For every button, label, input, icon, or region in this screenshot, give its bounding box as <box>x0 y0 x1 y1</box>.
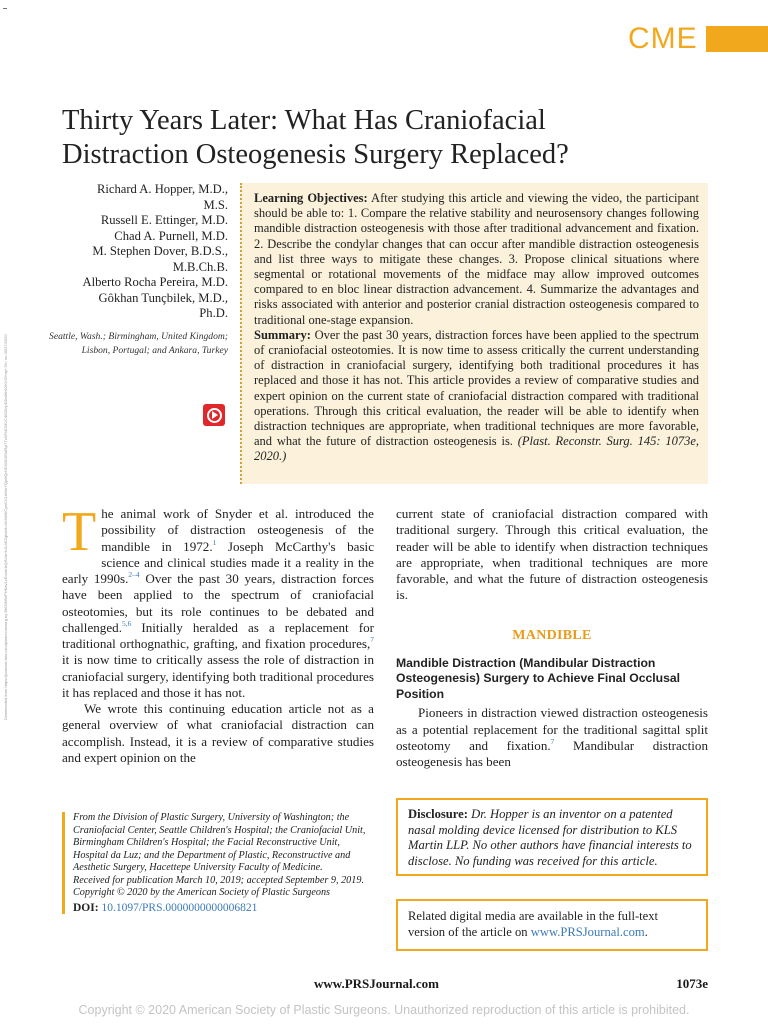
author-line: Russell E. Ettinger, M.D. <box>100 213 228 227</box>
disclosure-box <box>396 798 708 876</box>
summary-text: Over the past 30 years, distraction forces have been applied to the spectrum of craniofacial osteotomies. It is now time to assess critically the current understanding of distraction in craniofacial surgery, identifying both traditional procedures it has replaced and those it has not. This article provides a review of comparative studies and expert opinion on the current state of craniofacial distraction compared with traditional operations. Through this critical evaluation, the reader will be able to identify when distraction techniques are appropriate, when traditional techniques are more favorable, and what the future of distraction osteogenesis is. <box>254 327 700 449</box>
author-line: M.S. <box>203 197 228 212</box>
title-line-2: Distraction Osteogenesis Surgery Replaced? <box>62 139 569 170</box>
author-locations: Seattle, Wash.; Birmingham, United Kingdom; Lisbon, Portugal; and Ankara, Turkey <box>49 331 228 356</box>
author-line: Ph.D. <box>199 306 228 320</box>
subsection-heading: Mandible Distraction (Mandibular Distraction Osteogenesis) Surgery to Achieve Final Occlusal Position <box>396 655 681 701</box>
text-run: Initially heralded as a replacement for traditional orthognathic, grafting, and fixation procedures, <box>62 619 374 651</box>
disclosure-text: Dr. Hopper is an inventor on a patented nasal molding device licensed for distribution to KLS Martin LLP. No other authors have financial interests to disclose. No funding was received for this article. <box>408 807 692 868</box>
cme-badge <box>628 22 698 56</box>
reference-link[interactable]: 7 <box>370 635 374 644</box>
intro-paragraph <box>62 501 375 701</box>
media-text: Related digital media are available in the full-text version of the article on <box>408 909 659 939</box>
body-paragraph: We wrote this continuing education article not as a general overview of what craniofacial distraction can accomplish. Instead, it is a review of comparative studies and expert opinion on the <box>62 701 374 765</box>
play-triangle <box>212 411 218 419</box>
objectives-label: Learning Objectives: <box>254 191 368 205</box>
drop-cap: T <box>62 501 97 563</box>
title-line-1: Thirty Years Later: What Has Craniofacial <box>62 105 546 136</box>
affiliation-footnote <box>62 812 374 914</box>
text-run: Over the past 30 years, distraction forces have been applied to the spectrum of craniofacial osteotomies, but its role continues to be debated and challenged. <box>62 571 374 635</box>
author-line: Gôkhan Tunçbilek, M.D., <box>98 290 228 305</box>
author-line: Chad A. Purnell, M.D. <box>114 228 228 243</box>
author-line: M.B.Ch.B. <box>172 259 228 274</box>
author-line: M. Stephen Dover, B.D.S., <box>92 244 228 258</box>
copyright-note: Copyright © 2020 by the American Society of Plastic Surgeons <box>73 887 331 898</box>
body-paragraph <box>396 705 708 770</box>
learning-objectives-box <box>240 183 708 484</box>
reference-link[interactable]: 5,6 <box>121 618 132 628</box>
play-video-icon[interactable] <box>203 404 225 426</box>
summary-label: Summary: <box>254 327 311 342</box>
doi-line <box>73 902 374 915</box>
objectives-paragraph <box>254 191 699 328</box>
received-text: Received for publication March 10, 2019; accepted September 9, 2019. <box>73 874 365 886</box>
cme-accent-bar <box>706 26 768 52</box>
text-run: it is now time to critically assess the role of distraction in craniofacial surgery, identifying both traditional procedures it has replaced and those it has not. <box>62 652 374 700</box>
author-line: Richard A. Hopper, M.D., <box>96 182 228 196</box>
section-heading-mandible: MANDIBLE <box>512 627 592 643</box>
doi-label: DOI: <box>73 901 99 914</box>
author-line: Alberto Rocha Pereira, M.D. <box>82 275 228 289</box>
body-column-left <box>62 501 375 766</box>
doi-link[interactable]: 10.1097/PRS.0000000000006821 <box>101 901 258 914</box>
text-run: Joseph McCarthy's basic science and clinical studies made it a reality in the early 1990s. <box>62 538 375 586</box>
affiliation-text: From the Division of Plastic Surgery, University of Washington; the Craniofacial Center, Seattle Children's Hospital; the Craniofacial Unit, Birmingham Children's Hospital; the Facial Reconstructive Unit, Hospital da Luz; and the Department of Plastic, Reconstructive and Aesthetic Surgery, Hacettepe University Faculty of Medicine. <box>73 812 366 873</box>
author-list <box>40 182 228 322</box>
summary-paragraph <box>254 328 699 465</box>
journal-site[interactable]: www.PRSJournal.com <box>314 976 439 991</box>
page-footer <box>0 976 768 994</box>
body-column-right <box>396 506 708 770</box>
article-title <box>62 104 702 172</box>
text-run: he animal work of Snyder et al. introduced the possibility of distraction osteogenesis of the mandible in 1972. <box>101 506 374 554</box>
download-watermark: Downloaded from https://journals.lww.com/plasreconsurg by BhDMf5ePHKav1zEoum1tQfN4a+kJLhEZgbsIHo4XMi0hCywCX1AWnYQp/IlQrHD3i3D0OdRyi7TvSFl4Cf3VC4/OAVpDDa8KKGKV0Ymy+78= on 05/27/2020 <box>3 334 8 720</box>
prs-journal-link[interactable]: www.PRSJournal.com <box>530 925 645 939</box>
cme-label: CME <box>628 22 698 55</box>
media-end: . <box>644 925 648 939</box>
play-ring <box>207 408 222 423</box>
corner-mark <box>3 8 7 9</box>
objectives-text: After studying this article and viewing the video, the participant should be able to: 1. Compare the relative stability and neurosensory changes following mandible distraction osteogenesis with those after traditional advancement and fixation. 2. Describe the condylar changes that can occur after mandible distraction osteogenesis and list three ways to mitigate these changes. 3. Propose clinical situations where segmental or rotational movements of the midface may allow improved outcomes compared to en bloc linear distraction advancement. 4. Summarize the advantages and risks associated with anterior and posterior cranial distraction osteogenesis compared to traditional one-stage expansion. <box>254 191 699 327</box>
text-run: Pioneers in distraction viewed distraction osteogenesis as a potential replacement for the traditional sagittal split osteotomy and fixation. <box>396 705 708 753</box>
disclosure-label: Disclosure: <box>408 807 468 821</box>
text-run: Mandibular distraction osteogenesis has been <box>396 737 708 769</box>
digital-media-box <box>396 899 708 951</box>
citation: (Plast. Reconstr. Surg. 145: 1073e, 2020.) <box>254 434 699 464</box>
copyright-watermark: Copyright © 2020 American Society of Plastic Surgeons. Unauthorized reproduction of this article is prohibited. <box>78 1003 690 1017</box>
reference-link[interactable]: 1 <box>212 537 217 547</box>
page-number: 1073e <box>676 976 708 991</box>
reference-link[interactable]: 2–4 <box>128 570 140 579</box>
body-paragraph: current state of craniofacial distraction compared with traditional surgery. Through this critical evaluation, the reader will be able to identify when distraction techniques are appropriate, when traditional techniques are more favorable, and what the future of distraction osteogenesis is. <box>396 506 708 603</box>
reference-link[interactable]: 7 <box>550 736 555 746</box>
